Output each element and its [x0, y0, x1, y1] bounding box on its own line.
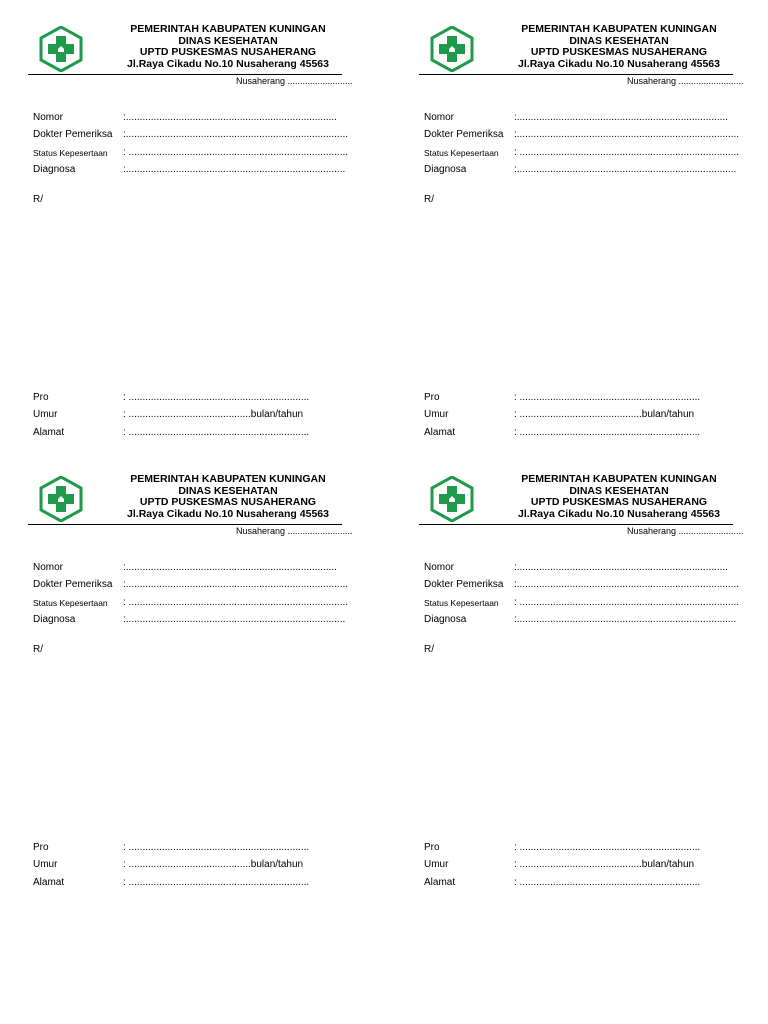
letterhead-line-3: UPTD PUSKESMAS NUSAHERANG — [139, 46, 317, 58]
place-date: Nusaherang .......................... — [627, 76, 744, 86]
rx-symbol: R/ — [424, 194, 434, 205]
field-label: Dokter Pemeriksa — [33, 129, 113, 140]
field-label: Status Kepesertaan — [33, 598, 108, 608]
field-blank: : ................................................................. — [514, 842, 701, 853]
field-blank: :............................................................................... — [123, 614, 346, 625]
field-blank: : ................................................................. — [123, 392, 310, 403]
field-blank: :................................................................................ — [123, 579, 349, 590]
field-blank: : ............................................................................... — [514, 597, 740, 608]
field-label: Pro — [33, 392, 49, 403]
letterhead-line-2: DINAS KESEHATAN — [569, 34, 669, 47]
field-blank: : ................................................................. — [123, 877, 310, 888]
field-blank: :............................................................................ — [123, 562, 337, 573]
letterhead-line-1: PEMERINTAH KABUPATEN KUNINGAN — [130, 473, 326, 485]
letterhead-line-4: Jl.Raya Cikadu No.10 Nusaherang 45563 — [518, 507, 720, 520]
puskesmas-logo-icon — [429, 26, 475, 72]
field-label: Diagnosa — [424, 164, 467, 175]
rx-symbol: R/ — [33, 194, 43, 205]
prescription-form-1 — [28, 22, 373, 472]
field-label: Pro — [33, 842, 49, 853]
field-label: Umur — [424, 859, 449, 870]
rx-symbol: R/ — [33, 644, 43, 655]
field-label: Pro — [424, 392, 440, 403]
field-blank: : ............................................bulan/tahun — [514, 859, 695, 870]
place-date: Nusaherang .......................... — [627, 526, 744, 536]
prescription-form-4 — [419, 472, 764, 922]
field-label: Pro — [424, 842, 440, 853]
field-label: Nomor — [424, 112, 455, 123]
place-date: Nusaherang .......................... — [236, 526, 353, 536]
header-divider — [419, 74, 733, 75]
field-blank: :................................................................................ — [123, 129, 349, 140]
field-label: Umur — [33, 859, 58, 870]
rx-symbol: R/ — [424, 644, 434, 655]
letterhead-line-2: DINAS KESEHATAN — [178, 484, 278, 497]
field-label: Nomor — [33, 562, 64, 573]
field-label: Status Kepesertaan — [424, 148, 499, 158]
field-label: Alamat — [424, 877, 456, 888]
field-blank: : ............................................................................... — [123, 147, 349, 158]
field-blank: :............................................................................ — [514, 112, 728, 123]
field-blank: : ............................................bulan/tahun — [514, 409, 695, 420]
letterhead-line-1: PEMERINTAH KABUPATEN KUNINGAN — [521, 23, 717, 35]
prescription-form-3 — [28, 472, 373, 922]
puskesmas-logo-icon — [38, 26, 84, 72]
field-label: Nomor — [33, 112, 64, 123]
place-date: Nusaherang .......................... — [236, 76, 353, 86]
field-blank: : ................................................................. — [514, 427, 701, 438]
field-blank: :............................................................................... — [123, 164, 346, 175]
header-divider — [28, 74, 342, 75]
letterhead-line-3: UPTD PUSKESMAS NUSAHERANG — [530, 496, 708, 508]
letterhead-line-2: DINAS KESEHATAN — [178, 34, 278, 47]
letterhead — [123, 474, 333, 520]
puskesmas-logo-icon — [429, 476, 475, 522]
field-label: Diagnosa — [33, 164, 76, 175]
letterhead-line-4: Jl.Raya Cikadu No.10 Nusaherang 45563 — [518, 57, 720, 70]
field-label: Diagnosa — [424, 614, 467, 625]
field-blank: : ................................................................. — [514, 877, 701, 888]
field-blank: : ............................................bulan/tahun — [123, 409, 304, 420]
letterhead — [514, 24, 724, 70]
letterhead-line-1: PEMERINTAH KABUPATEN KUNINGAN — [521, 473, 717, 485]
field-blank: :................................................................................ — [514, 129, 740, 140]
field-label: Dokter Pemeriksa — [424, 129, 504, 140]
field-blank: :............................................................................ — [123, 112, 337, 123]
field-blank: : ................................................................. — [123, 842, 310, 853]
field-blank: :............................................................................... — [514, 614, 737, 625]
letterhead — [514, 474, 724, 520]
letterhead-line-4: Jl.Raya Cikadu No.10 Nusaherang 45563 — [127, 57, 329, 70]
field-label: Umur — [33, 409, 58, 420]
field-blank: : ................................................................. — [123, 427, 310, 438]
prescription-form-2 — [419, 22, 764, 472]
field-label: Dokter Pemeriksa — [424, 579, 504, 590]
field-label: Dokter Pemeriksa — [33, 579, 113, 590]
field-blank: :................................................................................ — [514, 579, 740, 590]
letterhead-line-3: UPTD PUSKESMAS NUSAHERANG — [139, 496, 317, 508]
field-label: Nomor — [424, 562, 455, 573]
field-blank: : ............................................................................... — [514, 147, 740, 158]
field-blank: :............................................................................ — [514, 562, 728, 573]
field-blank: : ................................................................. — [514, 392, 701, 403]
field-blank: :............................................................................... — [514, 164, 737, 175]
letterhead-line-4: Jl.Raya Cikadu No.10 Nusaherang 45563 — [127, 507, 329, 520]
field-label: Umur — [424, 409, 449, 420]
field-label: Status Kepesertaan — [33, 148, 108, 158]
field-label: Alamat — [33, 427, 65, 438]
field-blank: : ............................................................................... — [123, 597, 349, 608]
puskesmas-logo-icon — [38, 476, 84, 522]
field-label: Alamat — [33, 877, 65, 888]
field-blank: : ............................................bulan/tahun — [123, 859, 304, 870]
letterhead — [123, 24, 333, 70]
header-divider — [28, 524, 342, 525]
letterhead-line-2: DINAS KESEHATAN — [569, 484, 669, 497]
field-label: Alamat — [424, 427, 456, 438]
letterhead-line-1: PEMERINTAH KABUPATEN KUNINGAN — [130, 23, 326, 35]
field-label: Status Kepesertaan — [424, 598, 499, 608]
header-divider — [419, 524, 733, 525]
letterhead-line-3: UPTD PUSKESMAS NUSAHERANG — [530, 46, 708, 58]
field-label: Diagnosa — [33, 614, 76, 625]
